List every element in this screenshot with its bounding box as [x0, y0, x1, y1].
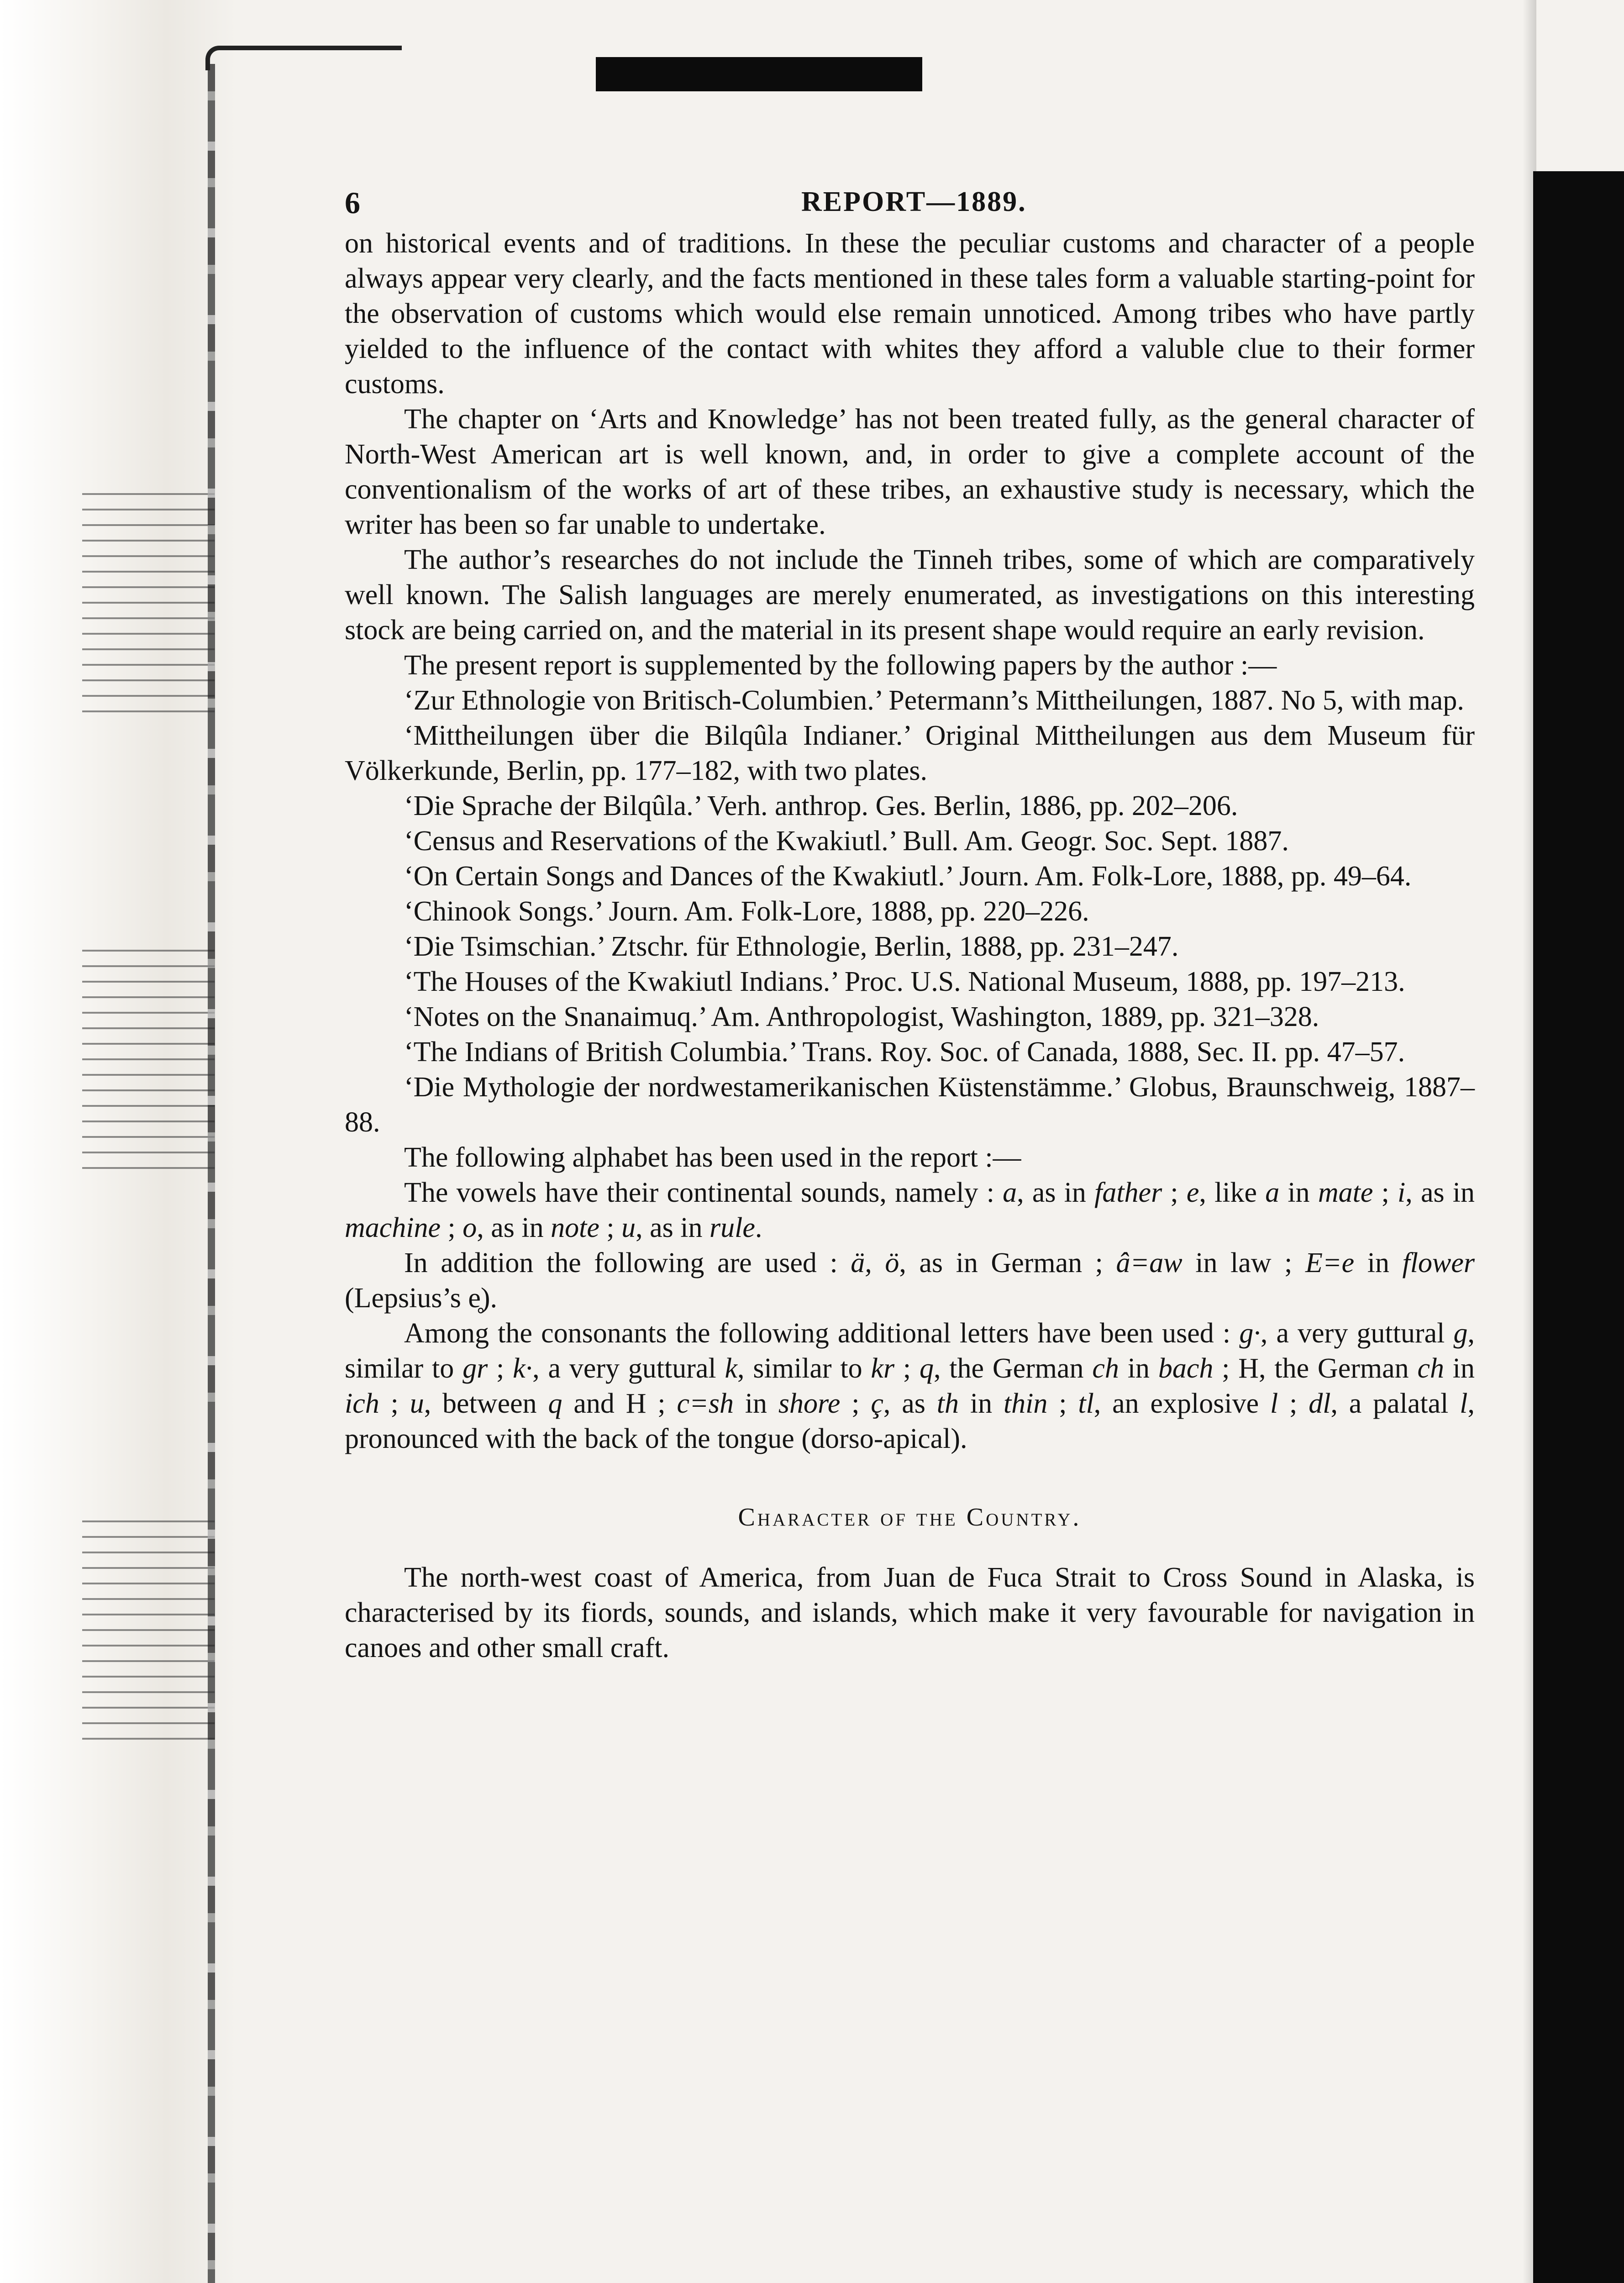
reference-item: ‘Mittheilungen über die Bilqûla Indianer.’ Original Mittheilungen aus dem Museum für Völkerkunde, Berlin, pp. 177–182, with two plates.: [345, 720, 1475, 786]
letter: ä, ö: [851, 1247, 899, 1278]
addition-paragraph: [345, 1246, 1475, 1316]
text-run: in: [1119, 1353, 1158, 1384]
text-run: ;: [488, 1353, 513, 1384]
text-run: , as in: [636, 1212, 710, 1243]
text-run: , as in: [1405, 1177, 1475, 1208]
text-run: in: [1444, 1353, 1475, 1384]
text-run: ;: [379, 1388, 410, 1419]
page-number: 6: [345, 185, 360, 220]
scan-marks: [82, 1507, 215, 1744]
text-run: ;: [894, 1353, 920, 1384]
section-heading: Character of the Country.: [738, 1503, 1082, 1531]
text-run: , a very guttural: [532, 1353, 725, 1384]
text-run: in law ;: [1182, 1247, 1305, 1278]
letter: k: [725, 1353, 738, 1384]
text-run: .: [755, 1212, 762, 1243]
paragraph: The chapter on ‘Arts and Knowledge’ has not been treated fully, as the general character of North-West American art is well known, and, in order to give a complete account of the conventionalism of the works of art of these tribes, an exhaustive study is necessary, which the writer has been so far unable to undertake.: [345, 404, 1475, 540]
example-word: machine: [345, 1212, 441, 1243]
scan-right-border: [1533, 171, 1624, 2283]
paragraph: The author’s researches do not include the Tinneh tribes, some of which are comparatively well known. The Salish languages are merely enumerated, as investigations on this interesting stock are being carried on, and the material in its present shape would require an early revision.: [345, 544, 1475, 646]
text-run: , an explosive: [1093, 1388, 1271, 1419]
text-run: The vowels have their continental sounds, namely :: [404, 1177, 1003, 1208]
text-run: ;: [1373, 1177, 1398, 1208]
letter: q: [919, 1353, 934, 1384]
text-run: , the German: [1259, 1353, 1418, 1384]
reference-item: ‘Zur Ethnologie von Britisch-Columbien.’ Petermann’s Mittheilungen, 1887. No 5, with map.: [404, 685, 1464, 716]
reference-list: [345, 683, 1475, 1140]
example-word: rule: [710, 1212, 755, 1243]
example-word: thin: [1003, 1388, 1048, 1419]
book-spine-shadow: [208, 64, 215, 2283]
consonants-paragraph: [345, 1316, 1475, 1457]
text-run: , as in: [1017, 1177, 1095, 1208]
running-title: REPORT—1889.: [801, 186, 1027, 217]
alphabet-intro: The following alphabet has been used in the report :—: [404, 1142, 1021, 1173]
scan-top-bar: [596, 57, 922, 91]
reference-item: ‘Die Tsimschian.’ Ztschr. für Ethnologie, Berlin, 1888, pp. 231–247.: [404, 931, 1179, 962]
section-paragraph: The north-west coast of America, from Juan de Fuca Strait to Cross Sound in Alaska, is characterised by its fiords, sounds, and islands, which make it very favourable for navigation in canoes and other small craft.: [345, 1562, 1475, 1663]
scan-corner-mark: [205, 46, 402, 70]
letter: e̥: [468, 1283, 481, 1314]
letter: g: [1453, 1318, 1468, 1349]
running-head: [345, 185, 1475, 226]
paragraph: on historical events and of traditions. In these the peculiar customs and character of a people always appear very clearly, and the facts mentioned in these tales form a valuable starting-point for the observation of customs which would else remain unnoticed. Among tribes who have partly yielded to the influence of the contact with whites they afford a valuble clue to their former customs.: [345, 228, 1475, 400]
reference-item: ‘Die Sprache der Bilqûla.’ Verh. anthrop. Ges. Berlin, 1886, pp. 202–206.: [404, 790, 1238, 821]
letter: q: [548, 1388, 562, 1419]
letter: a: [1003, 1177, 1017, 1208]
text-run: (Lepsius’s: [345, 1283, 468, 1314]
text-run: , the German: [933, 1353, 1093, 1384]
letter: u: [621, 1212, 636, 1243]
reference-item: ‘The Houses of the Kwakiutl Indians.’ Proc. U.S. National Museum, 1888, pp. 197–213.: [404, 966, 1405, 997]
letter: dl: [1309, 1388, 1331, 1419]
text-run: In addition the following are used :: [404, 1247, 851, 1278]
text-run: and: [562, 1388, 626, 1419]
text-run: , between: [424, 1388, 548, 1419]
letter: a: [1265, 1177, 1280, 1208]
reference-item: ‘On Certain Songs and Dances of the Kwakiutl.’ Journ. Am. Folk-Lore, 1888, pp. 49–64.: [404, 861, 1412, 892]
text-run: in: [1279, 1177, 1318, 1208]
text-run: , a very guttural: [1260, 1318, 1454, 1349]
example-word: shore: [778, 1388, 841, 1419]
letter: gr: [462, 1353, 488, 1384]
letter: th: [936, 1388, 959, 1419]
reference-item: ‘The Indians of British Columbia.’ Trans. Roy. Soc. of Canada, 1888, Sec. II. pp. 47–57.: [404, 1036, 1405, 1068]
letter: ç: [871, 1388, 883, 1419]
letter: ch: [1417, 1353, 1444, 1384]
example-word: note: [551, 1212, 599, 1243]
example-word: ich: [345, 1388, 379, 1419]
text-run: , a palatal: [1330, 1388, 1460, 1419]
paragraph: The present report is supplemented by the following papers by the author :—: [404, 650, 1277, 681]
example-word: flower: [1402, 1247, 1475, 1278]
example-word: mate: [1318, 1177, 1373, 1208]
letter: E=e: [1305, 1247, 1355, 1278]
text-run: , like: [1199, 1177, 1266, 1208]
text-run: Among the consonants the following additional letters have been used :: [404, 1318, 1240, 1349]
text-run: , similar to: [737, 1353, 871, 1384]
text-run: in: [958, 1388, 1004, 1419]
reference-item: ‘Chinook Songs.’ Journ. Am. Folk-Lore, 1888, pp. 220–226.: [404, 896, 1089, 927]
letter: o: [462, 1212, 477, 1243]
scan-marks: [82, 936, 215, 1173]
text-run: , similar to: [345, 1318, 1475, 1384]
reference-item: ‘Notes on the Snanaimuq.’ Am. Anthropologist, Washington, 1889, pp. 321–328.: [404, 1001, 1319, 1032]
scan-marks: [82, 479, 215, 717]
text-run: , pronounced with the back of the tongue (dorso-apical).: [345, 1388, 1475, 1454]
letter: â=aw: [1116, 1247, 1183, 1278]
example-word: bach: [1158, 1353, 1214, 1384]
text-run: , as in: [477, 1212, 551, 1243]
letter: l: [1270, 1388, 1278, 1419]
letter: e: [1186, 1177, 1199, 1208]
letter: u: [410, 1388, 424, 1419]
body-text: [345, 226, 1475, 1666]
letter: g·: [1239, 1318, 1261, 1349]
letter: i: [1398, 1177, 1406, 1208]
text-run: ;: [1278, 1388, 1309, 1419]
letter: kr: [871, 1353, 895, 1384]
reference-item: ‘Die Mythologie der nordwestamerikanischen Küstenstämme.’ Globus, Braunschweig, 1887–88.: [345, 1072, 1475, 1138]
text-run: ;: [1047, 1388, 1078, 1419]
page-content: [345, 185, 1475, 1666]
text-run: , as: [883, 1388, 937, 1419]
letter: k·: [513, 1353, 533, 1384]
reference-item: ‘Census and Reservations of the Kwakiutl.’ Bull. Am. Geogr. Soc. Sept. 1887.: [404, 826, 1289, 857]
letter: ch: [1092, 1353, 1119, 1384]
text-run: ;: [840, 1388, 871, 1419]
text-run: ).: [480, 1283, 498, 1314]
text-run: ;: [1162, 1177, 1187, 1208]
text-run: ;: [646, 1388, 677, 1419]
vowels-paragraph: [345, 1175, 1475, 1246]
letter: H: [625, 1388, 646, 1419]
text-run: in: [733, 1388, 778, 1419]
example-word: father: [1094, 1177, 1162, 1208]
text-run: ;: [1213, 1353, 1239, 1384]
letter: H: [1238, 1353, 1259, 1384]
letter: l: [1460, 1388, 1468, 1419]
text-run: ;: [599, 1212, 622, 1243]
text-run: , as in German ;: [899, 1247, 1116, 1278]
text-run: ;: [441, 1212, 463, 1243]
letter: tl: [1078, 1388, 1094, 1419]
text-run: in: [1354, 1247, 1403, 1278]
letter: c=sh: [677, 1388, 734, 1419]
